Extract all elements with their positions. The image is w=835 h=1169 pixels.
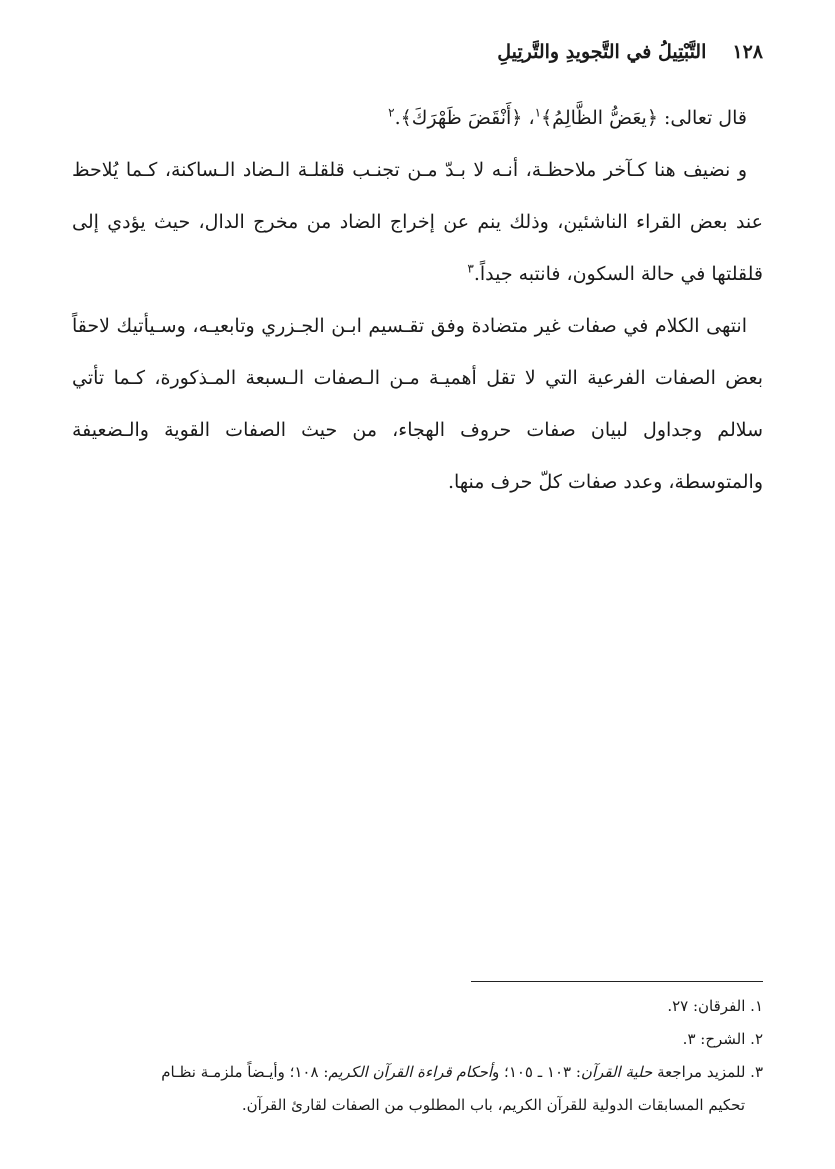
paragraph-1	[72, 92, 763, 144]
footnote-3-title2: أحكام قراءة القرآن الكريم	[328, 1063, 493, 1081]
book-title: التَّبْتِيلُ في التَّجويدِ والتَّرتِيلِ	[497, 41, 707, 63]
footnote-1: ١. الفرقان: ٢٧.	[667, 997, 763, 1015]
footnote-3-part2: : ١٠٣ ـ ١٠٥؛ و	[492, 1063, 581, 1081]
footnote-2: ٢. الشرح: ٣.	[682, 1030, 763, 1048]
footnote-ref-2: ٢	[388, 105, 395, 120]
quran-quote-2: ، ﴿أَنْقَضَ ظَهْرَكَ﴾.	[394, 107, 535, 129]
footnote-divider	[471, 981, 763, 982]
paragraph-3	[72, 300, 763, 508]
quran-quote-1: قال تعالى: ﴿يعَضُّ الظَّالِمُ﴾	[541, 107, 747, 129]
paragraph-2-text: و نضيف هنا كـآخر ملاحظـة، أنـه لا بـدّ مـن تجنـب قلقلـة الـضاد الـساكنة، كـما يُلاحظ عند بعض القراء الناشئين، وذلك ينم عن إخراج الضاد من مخرج الدال، حيث يؤدي إلى قلقلتها في حالة السكون، فانتبه جيداً.	[72, 159, 763, 285]
main-text	[72, 92, 763, 508]
footnote-3-continuation: تحكيم المسابقات الدولية للقرآن الكريم، باب المطلوب من الصفات لقارئ القرآن.	[241, 1096, 745, 1114]
footnote-ref-3: ٣	[467, 261, 474, 276]
paragraph-3-text: انتهى الكلام في صفات غير متضادة وفق تقـسيم ابـن الجـزري وتابعيـه، وسـيأتيك لاحقاً بعض الصفات الفرعية التي لا تقل أهميـة مـن الـصفات الـسبعة المـذكورة، كـما تأتي سلالم وجداول لبيان صفات حروف الهجاء، من حيث الصفات القوية والـضعيفة والمتوسطة، وعدد صفات كلّ حرف منها.	[72, 315, 763, 493]
running-header	[72, 32, 763, 72]
page-number: ١٢٨	[732, 41, 763, 63]
footnotes	[72, 990, 763, 1122]
footnote-3-part1: ٣. للمزيد مراجعة	[652, 1063, 763, 1081]
footnote-3-part3: : ١٠٨؛ وأيـضاً ملزمـة نظـام	[161, 1063, 329, 1081]
paragraph-2	[72, 144, 763, 300]
footnote-3	[72, 1056, 763, 1089]
footnote-3-title1: حلية القرآن	[580, 1063, 653, 1081]
footnote-ref-1: ١	[534, 105, 542, 120]
